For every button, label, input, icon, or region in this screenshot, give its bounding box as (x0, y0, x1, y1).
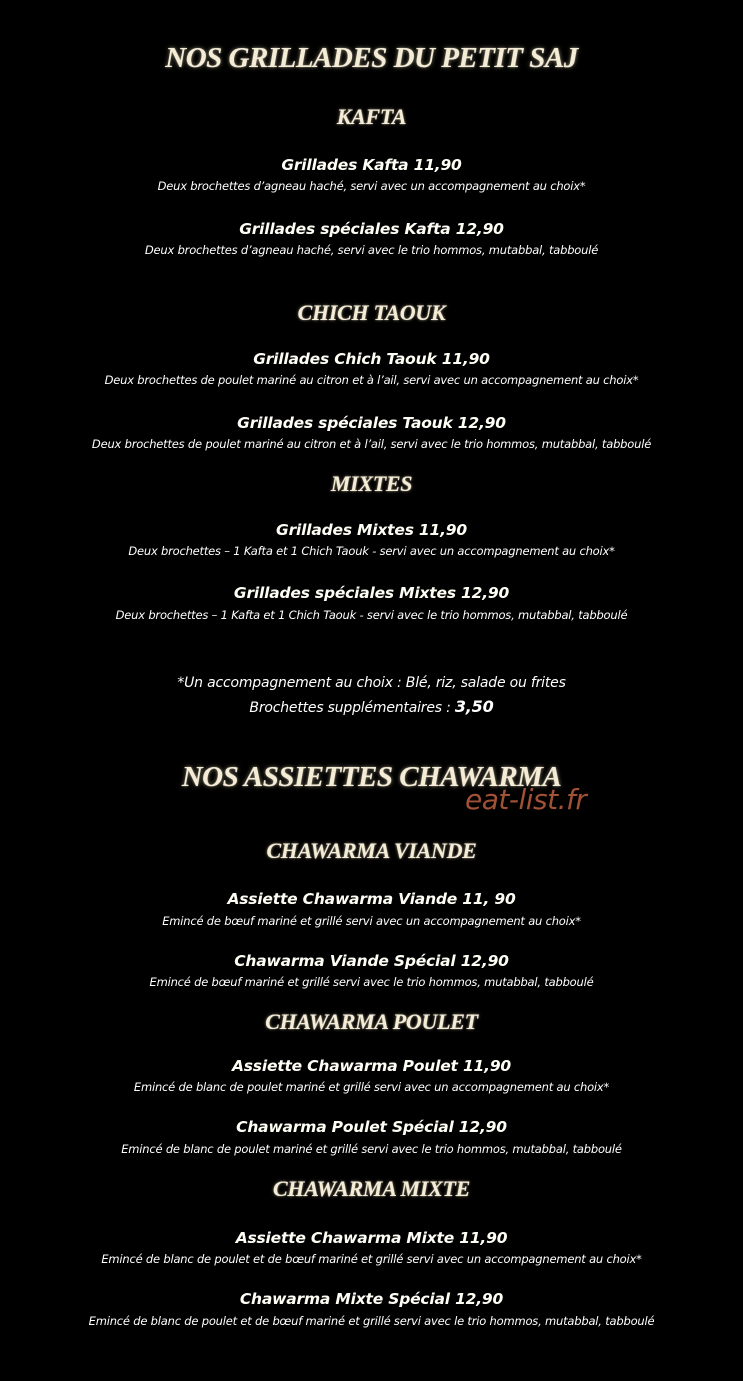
item-desc: Deux brochettes d’agneau haché, servi avec le trio hommos, mutabbal, tabboulé (144, 243, 599, 257)
chawarma-viande-heading: CHAWARMA VIANDE (266, 838, 477, 863)
item-grillades-speciales-mixtes: Grillades spéciales Mixtes 12,90 (233, 584, 510, 602)
item-desc: Emincé de bœuf mariné et grillé servi avec le trio hommos, mutabbal, tabboulé (149, 975, 594, 989)
item-assiette-chawarma-mixte: Assiette Chawarma Mixte 11,90 (235, 1229, 508, 1247)
item-desc: Emincé de bœuf mariné et grillé servi avec un accompagnement au choix* (162, 914, 581, 928)
item-grillades-speciales-taouk: Grillades spéciales Taouk 12,90 (237, 414, 506, 432)
kafta-heading: KAFTA (336, 104, 407, 129)
item-desc: Deux brochettes – 1 Kafta et 1 Chich Taouk - servi avec un accompagnement au choix* (128, 544, 615, 558)
item-desc: Deux brochettes – 1 Kafta et 1 Chich Taouk - servi avec le trio hommos, mutabbal, tabboulé (115, 608, 628, 622)
item-grillades-kafta: Grillades Kafta 11,90 (281, 156, 462, 174)
watermark-logo: eat-list.fr (465, 783, 587, 816)
item-desc: Deux brochettes de poulet mariné au citron et à l’ail, servi avec un accompagnement au choix* (104, 373, 639, 387)
chawarma-mixte-heading: CHAWARMA MIXTE (273, 1176, 470, 1201)
item-grillades-chich-taouk: Grillades Chich Taouk 11,90 (253, 350, 490, 368)
item-desc: Emincé de blanc de poulet mariné et grillé servi avec le trio hommos, mutabbal, tabboulé (121, 1142, 622, 1156)
item-grillades-mixtes: Grillades Mixtes 11,90 (276, 521, 467, 539)
chawarma-poulet-heading: CHAWARMA POULET (265, 1009, 478, 1034)
item-desc: Emincé de blanc de poulet et de bœuf mariné et grillé servi avec le trio hommos, mutabbal, tabboulé (88, 1314, 655, 1328)
item-grillades-speciales-kafta: Grillades spéciales Kafta 12,90 (239, 220, 504, 238)
item-desc: Deux brochettes d’agneau haché, servi avec un accompagnement au choix* (157, 179, 586, 193)
item-assiette-chawarma-poulet: Assiette Chawarma Poulet 11,90 (231, 1057, 511, 1075)
chawarma-title: NOS ASSIETTES CHAWARMA (181, 761, 562, 793)
note-brochettes (0, 697, 743, 716)
item-chawarma-mixte-special: Chawarma Mixte Spécial 12,90 (239, 1290, 504, 1308)
item-desc: Deux brochettes de poulet mariné au citron et à l’ail, servi avec le trio hommos, mutabbal, tabboulé (91, 437, 652, 451)
note-accompagnement: *Un accompagnement au choix : Blé, riz, salade ou frites (177, 675, 566, 691)
item-desc: Emincé de blanc de poulet mariné et grillé servi avec un accompagnement au choix* (133, 1080, 610, 1094)
item-chawarma-poulet-special: Chawarma Poulet Spécial 12,90 (236, 1118, 507, 1136)
mixtes-heading: MIXTES (330, 471, 413, 496)
item-assiette-chawarma-viande: Assiette Chawarma Viande 11, 90 (227, 890, 516, 908)
note-brochettes-price: 3,50 (454, 697, 494, 716)
item-chawarma-viande-special: Chawarma Viande Spécial 12,90 (234, 952, 509, 970)
grillades-title: NOS GRILLADES DU PETIT SAJ (165, 42, 578, 74)
chich-taouk-heading: CHICH TAOUK (297, 300, 446, 325)
note-brochettes-label: Brochettes supplémentaires : (249, 700, 455, 716)
item-desc: Emincé de blanc de poulet et de bœuf mariné et grillé servi avec un accompagnement au choix* (101, 1252, 642, 1266)
